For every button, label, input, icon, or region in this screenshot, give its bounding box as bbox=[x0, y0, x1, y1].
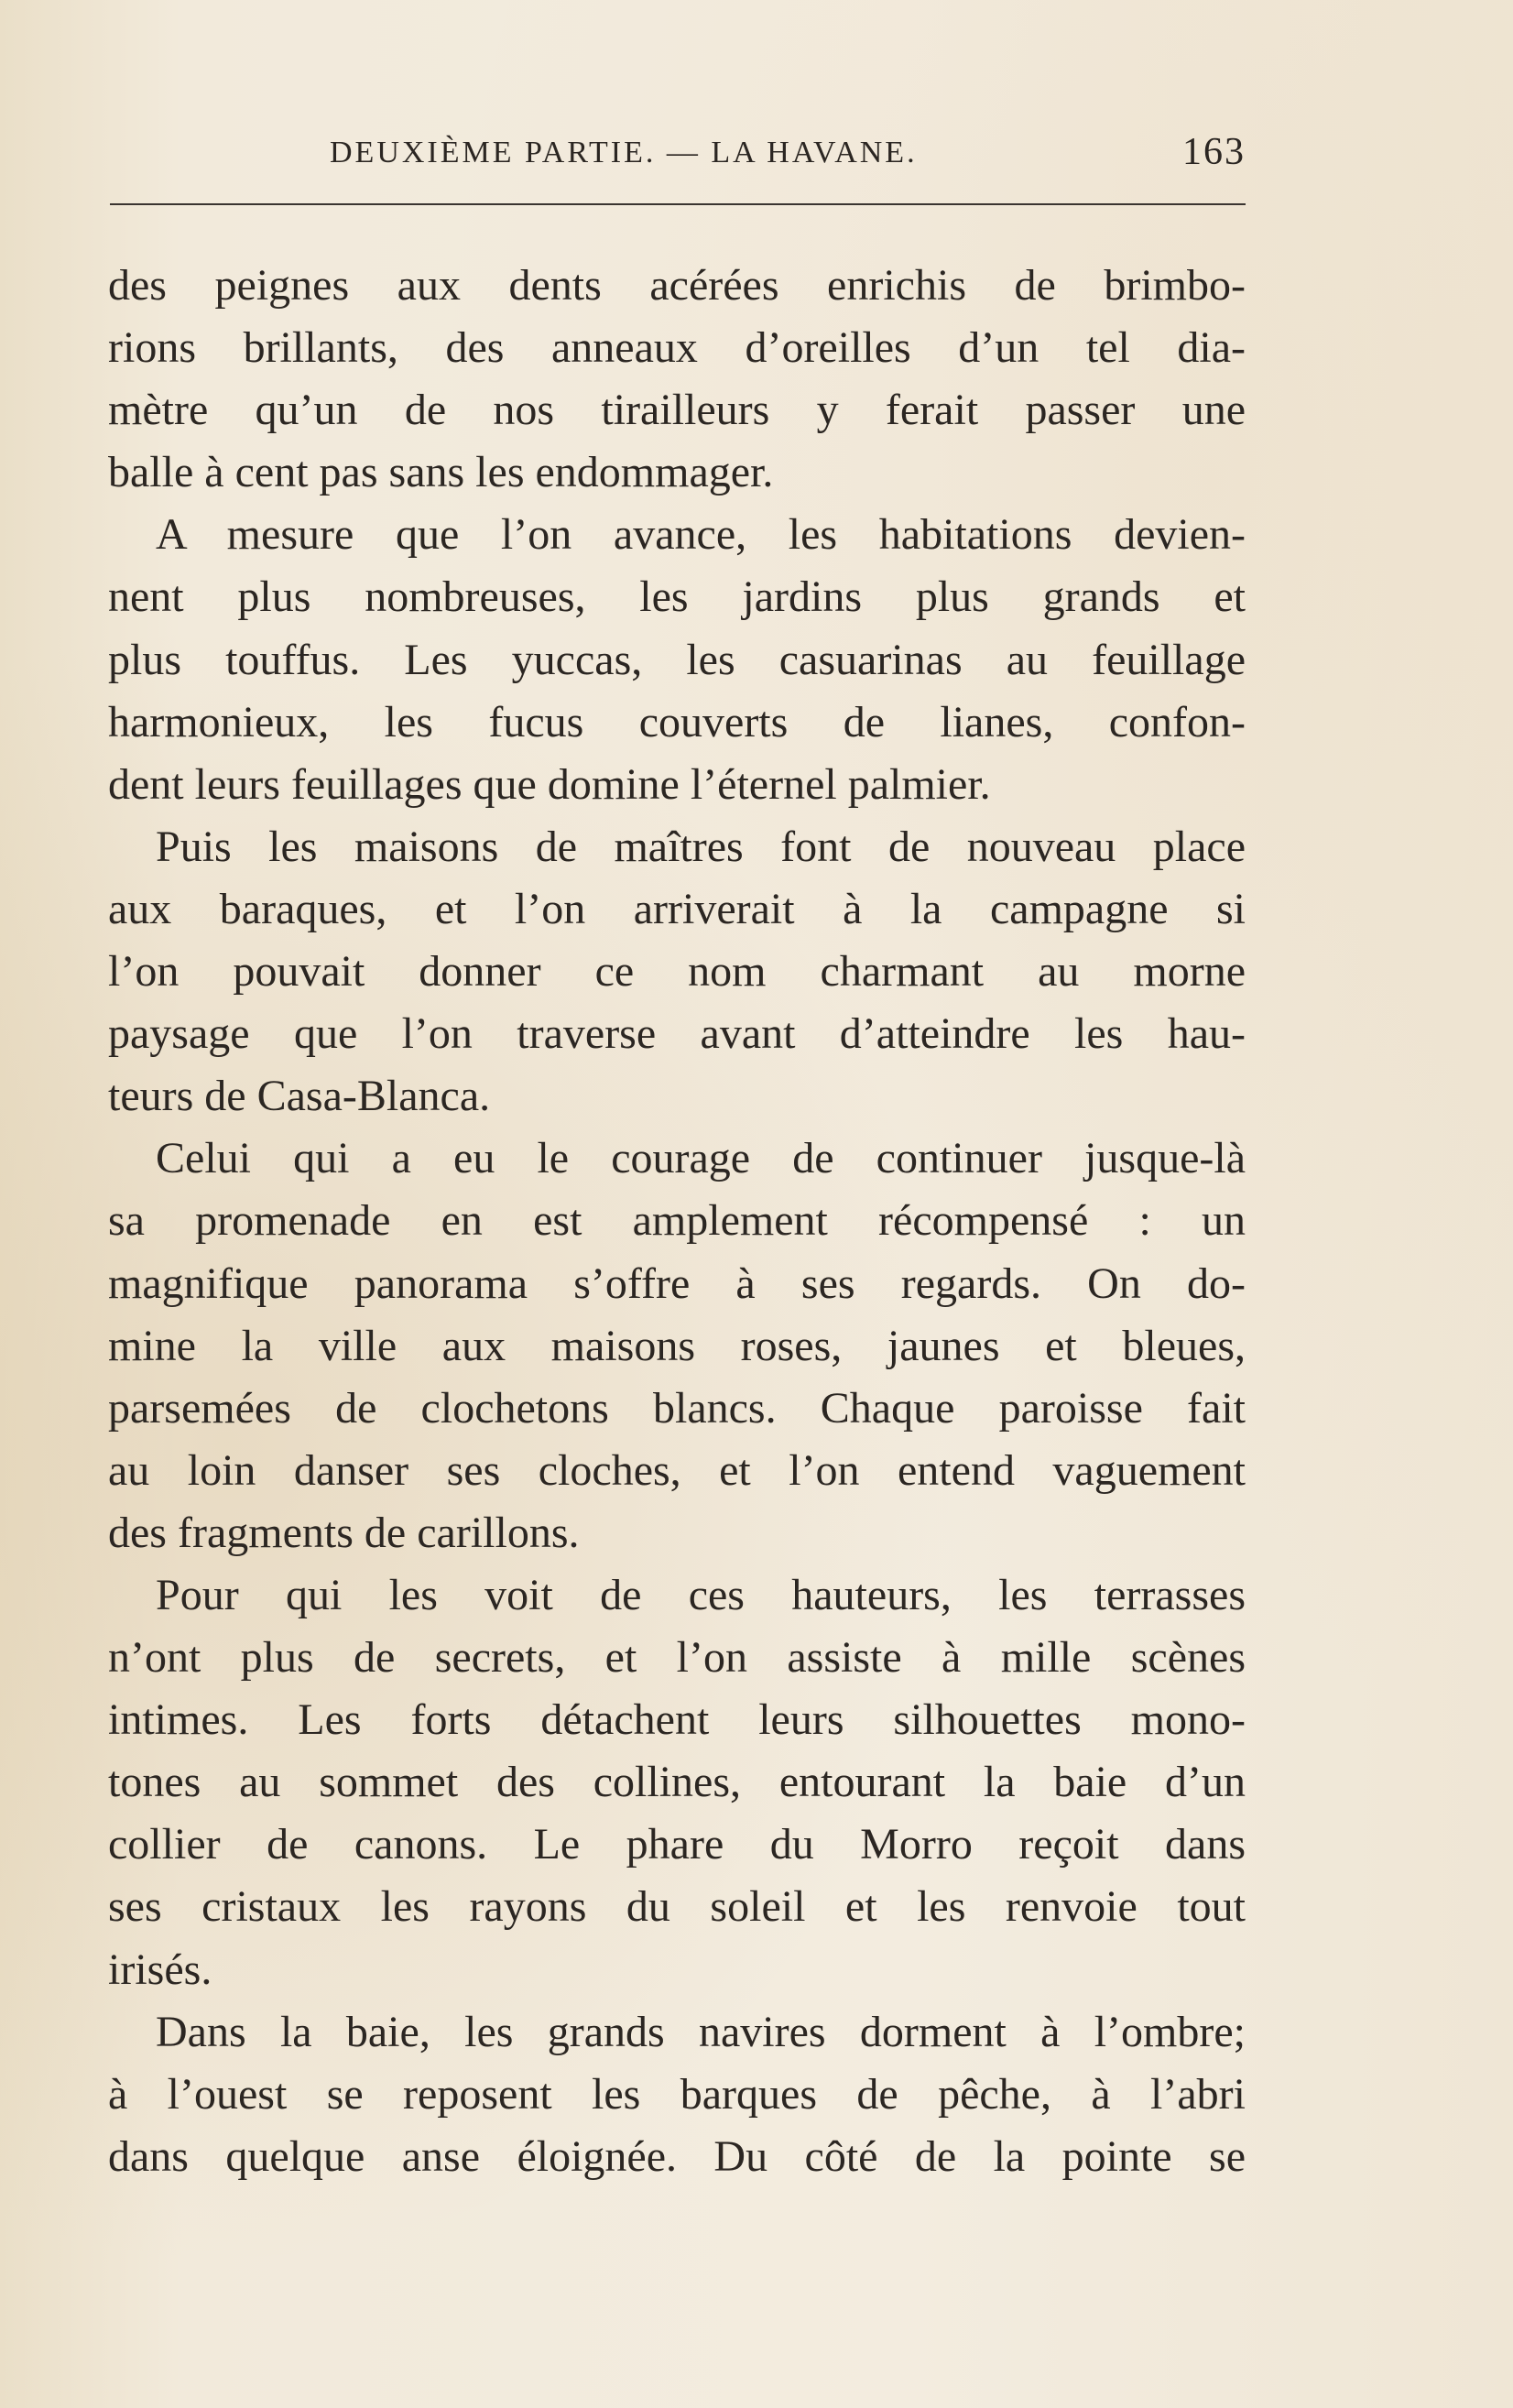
page-number: 163 bbox=[1182, 131, 1246, 173]
text-line: Celui qui a eu le courage de continuer jusque-là bbox=[156, 1134, 1246, 1183]
text-line: parsemées de clochetons blancs. Chaque paroisse fait bbox=[108, 1383, 1246, 1433]
text-line: sa promenade en est amplement récompensé : un bbox=[108, 1196, 1246, 1246]
text-line: balle à cent pas sans les endommager. bbox=[108, 448, 774, 497]
text-line: mètre qu’un de nos tirailleurs y ferait passer une bbox=[108, 386, 1246, 435]
text-line: collier de canons. Le phare du Morro reçoit dans bbox=[108, 1820, 1246, 1869]
text-line: tones au sommet des collines, entourant la baie d’un bbox=[108, 1758, 1246, 1807]
text-line: à l’ouest se reposent les barques de pêche, à l’abri bbox=[108, 2069, 1246, 2119]
page-header bbox=[110, 130, 1246, 185]
text-line: ses cristaux les rayons du soleil et les renvoie tout bbox=[108, 1882, 1246, 1932]
text-line: des peignes aux dents acérées enrichis de brimbo- bbox=[108, 261, 1246, 310]
text-line: Puis les maisons de maîtres font de nouveau place bbox=[156, 822, 1246, 871]
text-line: dent leurs feuillages que domine l’éternel palmier. bbox=[108, 759, 991, 809]
body-text bbox=[108, 255, 1246, 2188]
text-line: mine la ville aux maisons roses, jaunes et bleues, bbox=[108, 1321, 1246, 1370]
text-line: paysage que l’on traverse avant d’atteindre les hau- bbox=[108, 1009, 1246, 1059]
text-line: n’ont plus de secrets, et l’on assiste à mille scènes bbox=[108, 1633, 1246, 1683]
text-line: plus touffus. Les yuccas, les casuarinas au feuillage bbox=[108, 635, 1246, 684]
header-rule bbox=[110, 203, 1246, 205]
text-line: au loin danser ses cloches, et l’on entend vaguement bbox=[108, 1445, 1246, 1495]
text-line: A mesure que l’on avance, les habitations devien- bbox=[156, 510, 1246, 560]
running-title: DEUXIÈME PARTIE. — LA HAVANE. bbox=[330, 136, 918, 169]
text-line: harmonieux, les fucus couverts de lianes, confon- bbox=[108, 697, 1246, 746]
text-line: Dans la baie, les grands navires dorment à l’ombre; bbox=[156, 2007, 1246, 2056]
text-line: nent plus nombreuses, les jardins plus grands et bbox=[108, 572, 1246, 622]
text-line: rions brillants, des anneaux d’oreilles d’un tel dia- bbox=[108, 323, 1246, 373]
text-line: aux baraques, et l’on arriverait à la campagne si bbox=[108, 884, 1246, 933]
text-line: teurs de Casa-Blanca. bbox=[108, 1072, 491, 1121]
text-line: dans quelque anse éloignée. Du côté de la pointe se bbox=[108, 2131, 1246, 2181]
text-line: irisés. bbox=[108, 1945, 212, 1994]
text-line: l’on pouvait donner ce nom charmant au morne bbox=[108, 947, 1246, 997]
text-line: Pour qui les voit de ces hauteurs, les terrasses bbox=[156, 1570, 1246, 1619]
text-line: des fragments de carillons. bbox=[108, 1508, 580, 1557]
text-line: magnifique panorama s’offre à ses regards. On do- bbox=[108, 1258, 1246, 1308]
text-line: intimes. Les forts détachent leurs silhouettes mono- bbox=[108, 1695, 1246, 1745]
